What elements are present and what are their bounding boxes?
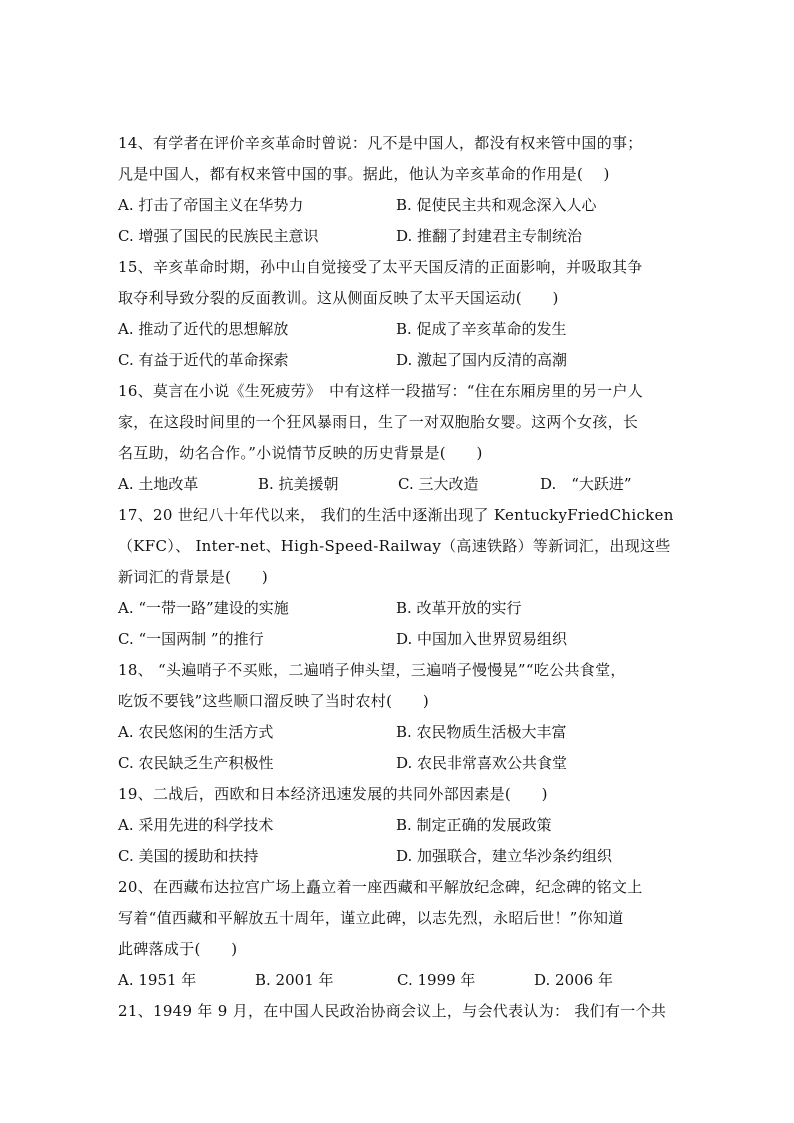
question-19-option-b[interactable]: B. 制定正确的发展政策 bbox=[396, 816, 552, 834]
question-21 bbox=[118, 996, 678, 1027]
question-16-options-row bbox=[118, 469, 678, 500]
question-16-stem-line-3: 名互助，幼名合作。”小说情节反映的历史背景是( ) bbox=[118, 444, 483, 462]
question-15-option-b[interactable]: B. 促成了辛亥革命的发生 bbox=[396, 320, 567, 338]
question-18-stem-line-1: 18、 “头遍哨子不买账，二遍哨子伸头望，三遍哨子慢慢晃”“吃公共食堂， bbox=[118, 661, 626, 679]
question-19-option-a[interactable]: A. 采用先进的科学技术 bbox=[118, 816, 274, 834]
question-17-option-d[interactable]: D. 中国加入世界贸易组织 bbox=[396, 630, 568, 648]
question-19-option-c[interactable]: C. 美国的援助和扶持 bbox=[118, 847, 259, 865]
question-14-stem-line-1: 14、有学者在评价辛亥革命时曾说：凡不是中国人，都没有权来管中国的事； bbox=[118, 134, 643, 152]
question-15-options-row-2 bbox=[118, 345, 678, 376]
question-19-options-row-2 bbox=[118, 841, 678, 872]
question-20-option-d[interactable]: D. 2006 年 bbox=[534, 971, 613, 989]
question-15-option-c[interactable]: C. 有益于近代的革命探索 bbox=[118, 351, 289, 369]
question-17-option-a[interactable]: A. “一带一路”建设的实施 bbox=[118, 599, 289, 617]
question-16-option-c[interactable]: C. 三大改造 bbox=[398, 475, 479, 493]
question-14-option-d[interactable]: D. 推翻了封建君主专制统治 bbox=[396, 227, 583, 245]
question-17-options-row-1 bbox=[118, 593, 678, 624]
question-16-option-a[interactable]: A. 土地改革 bbox=[118, 475, 199, 493]
question-20-option-b[interactable]: B. 2001 年 bbox=[255, 971, 334, 989]
question-14-options-row-2 bbox=[118, 221, 678, 252]
question-18-option-c[interactable]: C. 农民缺乏生产积极性 bbox=[118, 754, 274, 772]
question-18-option-d[interactable]: D. 农民非常喜欢公共食堂 bbox=[396, 754, 568, 772]
question-14-stem-line-2: 凡是中国人，都有权来管中国的事。据此，他认为辛亥革命的作用是( ) bbox=[118, 165, 610, 183]
question-21-stem-line-1: 21、1949 年 9 月，在中国人民政治协商会议上，与会代表认为： 我们有一个共 bbox=[118, 1002, 667, 1020]
question-17-stem-line-1: 17、20 世纪八十年代以来， 我们的生活中逐渐出现了 KentuckyFriedChicken bbox=[118, 506, 674, 524]
question-14-options-row-1 bbox=[118, 190, 678, 221]
question-15-stem-line-2: 取夺利导致分裂的反面教训。这从侧面反映了太平天国运动( ) bbox=[118, 289, 559, 307]
question-17 bbox=[118, 500, 678, 655]
question-20-option-c[interactable]: C. 1999 年 bbox=[397, 971, 476, 989]
question-17-stem-line-3: 新词汇的背景是( ) bbox=[118, 568, 269, 586]
question-19 bbox=[118, 779, 678, 872]
question-15-options-row-1 bbox=[118, 314, 678, 345]
question-16-option-d[interactable]: D. “大跃进” bbox=[540, 475, 632, 493]
question-20 bbox=[118, 872, 678, 996]
question-14-option-c[interactable]: C. 增强了国民的民族民主意识 bbox=[118, 227, 319, 245]
question-15 bbox=[118, 252, 678, 376]
question-14-option-a[interactable]: A. 打击了帝国主义在华势力 bbox=[118, 196, 304, 214]
question-16-stem-line-2: 家，在这段时间里的一个狂风暴雨日，生了一对双胞胎女婴。这两个女孩，长 bbox=[118, 413, 639, 431]
question-18-stem-line-2: 吃饭不要钱”这些顺口溜反映了当时农村( ) bbox=[118, 692, 429, 710]
question-16-option-b[interactable]: B. 抗美援朝 bbox=[258, 475, 339, 493]
question-18-option-a[interactable]: A. 农民悠闲的生活方式 bbox=[118, 723, 274, 741]
question-18-options-row-2 bbox=[118, 748, 678, 779]
question-17-options-row-2 bbox=[118, 624, 678, 655]
question-20-stem-line-3: 此碑落成于( ) bbox=[118, 940, 238, 958]
question-14 bbox=[118, 128, 678, 252]
question-14-option-b[interactable]: B. 促使民主共和观念深入人心 bbox=[396, 196, 597, 214]
question-15-option-a[interactable]: A. 推动了近代的思想解放 bbox=[118, 320, 289, 338]
question-16-stem-line-1: 16、莫言在小说《生死疲劳》 中有这样一段描写：“住在东厢房里的另一户人 bbox=[118, 382, 644, 400]
question-20-options-row bbox=[118, 965, 678, 996]
question-17-option-c[interactable]: C. “一国两制 ”的推行 bbox=[118, 630, 264, 648]
question-20-option-a[interactable]: A. 1951 年 bbox=[118, 971, 197, 989]
question-18-options-row-1 bbox=[118, 717, 678, 748]
question-20-stem-line-1: 20、在西藏布达拉宫广场上矗立着一座西藏和平解放纪念碑，纪念碑的铭文上 bbox=[118, 878, 643, 896]
question-18 bbox=[118, 655, 678, 779]
question-19-option-d[interactable]: D. 加强联合，建立华沙条约组织 bbox=[396, 847, 613, 865]
question-19-stem-line-1: 19、二战后，西欧和日本经济迅速发展的共同外部因素是( ) bbox=[118, 785, 548, 803]
question-17-option-b[interactable]: B. 改革开放的实行 bbox=[396, 599, 522, 617]
question-15-stem-line-1: 15、辛亥革命时期，孙中山自觉接受了太平天国反清的正面影响，并吸取其争 bbox=[118, 258, 643, 276]
question-18-option-b[interactable]: B. 农民物质生活极大丰富 bbox=[396, 723, 567, 741]
question-16 bbox=[118, 376, 678, 500]
question-17-stem-line-2: （KFC）、 Inter-net、High-Speed-Railway（高速铁路）等新词汇，出现这些 bbox=[118, 537, 671, 555]
question-20-stem-line-2: 写着“值西藏和平解放五十周年，谨立此碑，以志先烈，永昭后世！”你知道 bbox=[118, 909, 624, 927]
exam-page bbox=[118, 128, 678, 1027]
question-19-options-row-1 bbox=[118, 810, 678, 841]
question-15-option-d[interactable]: D. 激起了国内反清的高潮 bbox=[396, 351, 568, 369]
